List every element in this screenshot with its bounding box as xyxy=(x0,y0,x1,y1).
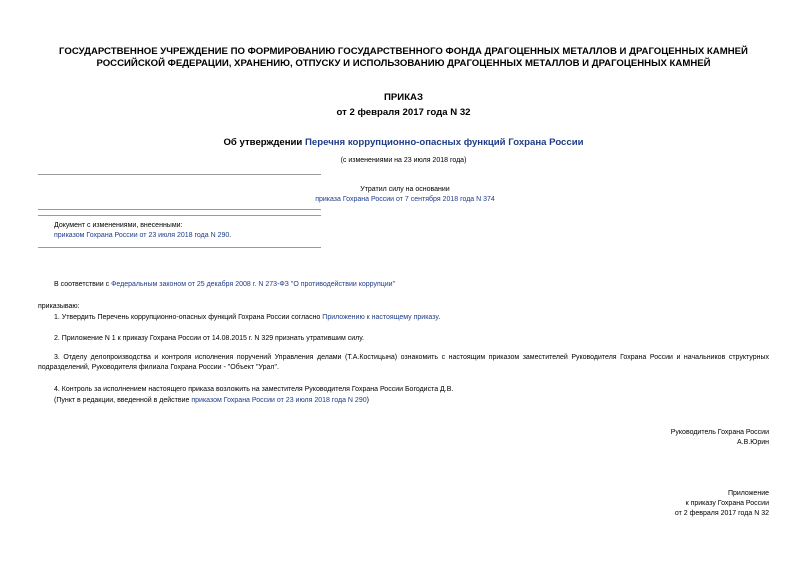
appendix-line-2: к приказу Гохрана России xyxy=(685,500,769,507)
changes-suffix: . xyxy=(229,232,232,239)
item-1 xyxy=(54,313,769,323)
item-4-note-suffix: ) xyxy=(366,397,369,404)
signature-name: А.В.Юрин xyxy=(737,439,769,446)
order-word: приказываю: xyxy=(38,303,80,310)
preamble-prefix: В соответствии с xyxy=(54,281,112,288)
status-link[interactable]: приказа Гохрана России от 7 сентября 2018 года N 374 xyxy=(315,196,495,203)
item-1-prefix: 1. Утвердить Перечень коррупционно-опасных функций Гохрана России согласно xyxy=(54,314,323,321)
item-2: 2. Приложение N 1 к приказу Гохрана России от 14.08.2015 г. N 329 признать утратившим силу. xyxy=(54,335,364,342)
divider xyxy=(38,209,321,210)
federal-law-link[interactable]: Федеральным законом от 25 декабря 2008 г. N 273-ФЗ "О противодействии коррупции" xyxy=(111,281,396,288)
status-text: Утратил силу на основании xyxy=(360,186,450,193)
divider xyxy=(38,174,321,175)
document-title xyxy=(38,137,769,148)
status-block xyxy=(300,185,510,205)
appendix-line-1: Приложение xyxy=(727,490,769,497)
amendment-link[interactable]: приказом Гохрана России от 23 июля 2018 года N 290 xyxy=(191,397,367,404)
divider xyxy=(38,215,321,216)
document-date: от 2 февраля 2017 года N 32 xyxy=(336,107,471,118)
appendix-block xyxy=(469,489,769,519)
changes-block xyxy=(54,221,334,241)
preamble xyxy=(54,280,769,290)
title-link[interactable]: Перечня коррупционно-опасных функций Гохрана России xyxy=(305,137,584,148)
signature-block xyxy=(469,428,769,448)
item-4: 4. Контроль за исполнением настоящего приказа возложить на заместителя Руководителя Гохрана России Богодиста Д.В. xyxy=(54,386,454,393)
document-type: ПРИКАЗ xyxy=(384,92,423,103)
item-4-note-prefix: (Пункт в редакции, введенной в действие xyxy=(54,397,192,404)
document-subtitle: (с изменениями на 23 июля 2018 года) xyxy=(340,157,467,164)
signature-position: Руководитель Гохрана России xyxy=(670,429,769,436)
appendix-line-3: от 2 февраля 2017 года N 32 xyxy=(674,510,769,517)
item-3: 3. Отделу делопроизводства и контроля исполнения поручений Управления делами (Т.А.Костицына) ознакомить с настоящим приказом заместителей Руководителя Гохрана России и начальников структурных подразделений, Руководителя филиала Гохрана России - "Объект "Урал". xyxy=(38,354,769,371)
item-4-note xyxy=(54,396,769,406)
changes-text: Документ с изменениями, внесенными: xyxy=(54,222,183,229)
item-1-suffix: . xyxy=(438,314,441,321)
changes-link[interactable]: приказом Гохрана России от 23 июля 2018 года N 290 xyxy=(54,232,230,239)
title-prefix: Об утверждении xyxy=(223,137,305,148)
divider xyxy=(38,247,321,248)
organization-header: ГОСУДАРСТВЕННОЕ УЧРЕЖДЕНИЕ ПО ФОРМИРОВАНИЮ ГОСУДАРСТВЕННОГО ФОНДА ДРАГОЦЕННЫХ МЕТАЛЛОВ И ДРАГОЦЕННЫХ КАМНЕЙ РОССИЙСКОЙ ФЕДЕРАЦИИ, ХРАНЕНИЮ, ОТПУСКУ И ИСПОЛЬЗОВАНИЮ ДРАГОЦЕННЫХ МЕТАЛЛОВ И ДРАГОЦЕННЫХ КАМНЕЙ xyxy=(59,46,748,69)
appendix-link[interactable]: Приложению к настоящему приказу xyxy=(322,314,439,321)
